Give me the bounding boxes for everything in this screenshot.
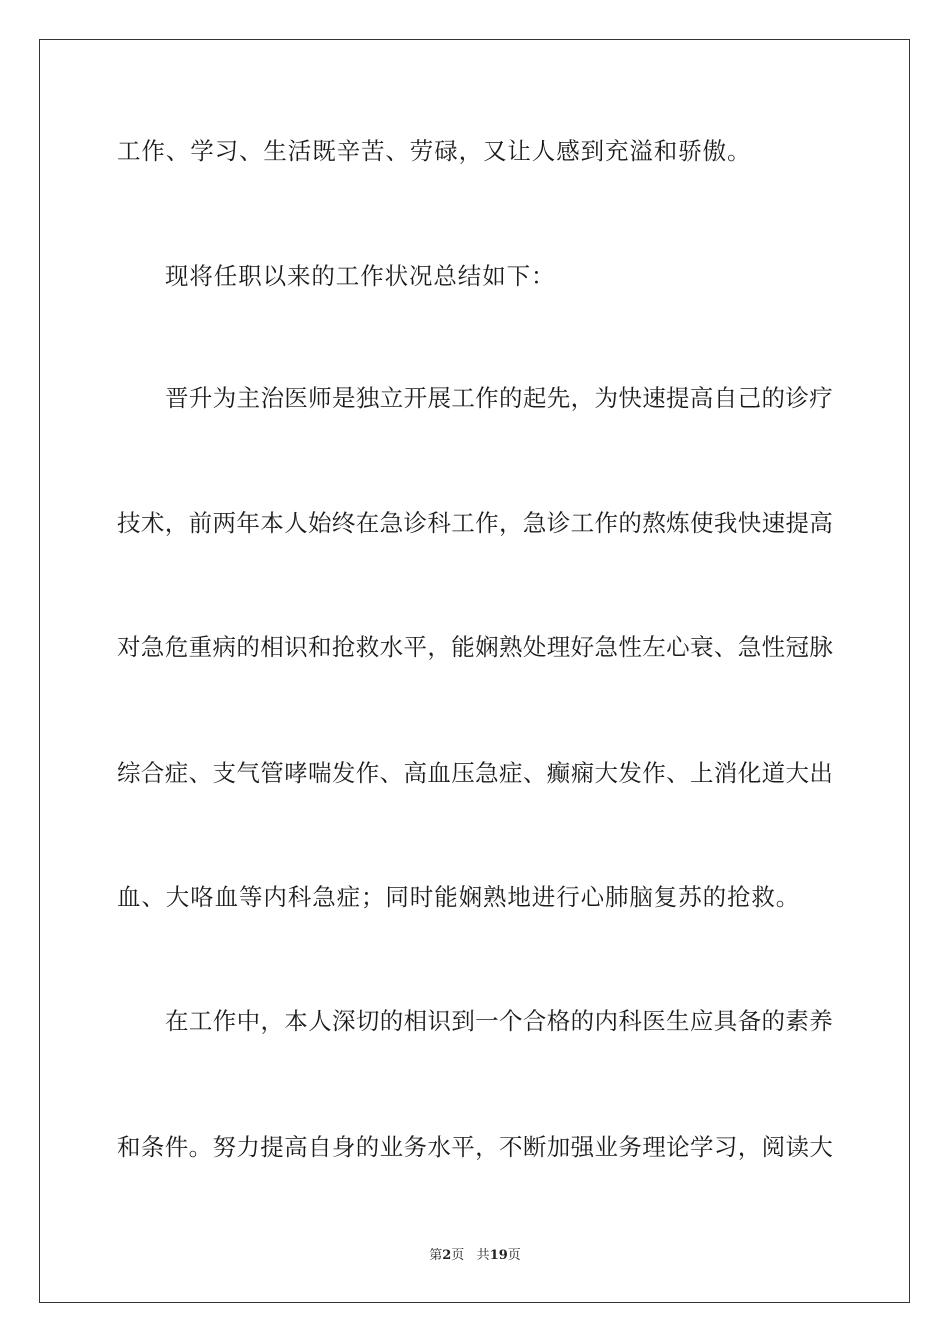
text-char: 提 xyxy=(666,384,690,412)
text-char: 痫 xyxy=(570,759,595,787)
text-char: 使 xyxy=(690,509,714,537)
text-char: 科 xyxy=(427,509,451,537)
text-char: ， xyxy=(570,384,595,412)
text-char: 高 xyxy=(403,759,427,787)
text-char: 冠 xyxy=(785,633,809,661)
text-char: 独 xyxy=(355,384,380,412)
text-char: 学 xyxy=(690,1133,714,1161)
text-char: 断 xyxy=(522,1133,547,1161)
text-char: 具 xyxy=(713,1007,738,1035)
text-char: 快 xyxy=(618,384,642,412)
text-char: 相 xyxy=(403,1007,428,1035)
text-char: 本 xyxy=(284,1007,308,1035)
text-char: 高 xyxy=(284,1133,308,1161)
text-char: 的 xyxy=(618,509,642,537)
text-char: 熟 xyxy=(499,633,523,661)
text-char: 危 xyxy=(164,633,189,661)
text-char: 加 xyxy=(546,1133,571,1161)
text-char: 业 xyxy=(379,1133,404,1161)
text-char: 内 xyxy=(594,1007,618,1035)
text-char: 格 xyxy=(546,1007,571,1035)
text-char: 、 xyxy=(379,759,404,787)
text-char: 工 xyxy=(188,1007,213,1035)
text-char: 阅 xyxy=(761,1133,786,1161)
text-char: 终 xyxy=(331,509,356,537)
text-char: 为 xyxy=(594,384,618,412)
text-char: 努 xyxy=(212,1133,236,1161)
text-char: 备 xyxy=(737,1007,762,1035)
text-line-3 xyxy=(165,382,833,414)
text-char: ， xyxy=(427,633,451,661)
text-char: 发 xyxy=(618,759,642,787)
text-char: 急 xyxy=(140,633,165,661)
text-char: 诊 xyxy=(785,384,809,412)
text-char: 识 xyxy=(427,1007,451,1035)
text-char: 急 xyxy=(475,759,499,787)
text-char: 读 xyxy=(785,1133,809,1161)
text-char: 作 xyxy=(355,759,380,787)
text-char: 工 xyxy=(451,509,475,537)
text-char: 科 xyxy=(618,1007,642,1035)
text-char: 晋 xyxy=(165,384,189,412)
text-char: 务 xyxy=(403,1133,427,1161)
text-char: 急 xyxy=(379,509,404,537)
text-char: 术 xyxy=(140,509,165,537)
text-char: 急 xyxy=(522,509,547,537)
text-char: 的 xyxy=(761,384,785,412)
text-char: 急 xyxy=(737,633,762,661)
text-char: 一 xyxy=(475,1007,499,1035)
text-line-4 xyxy=(117,507,833,539)
page-number: 2 xyxy=(442,1248,452,1263)
text-char: 脉 xyxy=(809,633,833,661)
text-line-1: 工作、学习、生活既辛苦、劳碌，又让人感到充溢和骄傲。 xyxy=(117,137,752,165)
text-char: 我 xyxy=(713,509,738,537)
text-char: 快 xyxy=(737,509,762,537)
text-char: 自 xyxy=(713,384,738,412)
text-char: 救 xyxy=(355,633,380,661)
page-footer xyxy=(0,1247,950,1265)
text-line-8 xyxy=(165,1005,833,1037)
text-char: 升 xyxy=(188,384,213,412)
text-char: 始 xyxy=(308,509,332,537)
text-char: ， xyxy=(737,1133,762,1161)
text-char: 合 xyxy=(522,1007,547,1035)
text-char: 衰 xyxy=(690,633,714,661)
page-suffix: 页 xyxy=(451,1248,465,1263)
text-char: 平 xyxy=(403,633,427,661)
text-char: 先 xyxy=(546,384,571,412)
text-char: 两 xyxy=(212,509,236,537)
text-char: 到 xyxy=(451,1007,475,1035)
text-char: 的 xyxy=(570,1007,595,1035)
text-char: 应 xyxy=(689,1007,714,1035)
text-char: 哮 xyxy=(284,759,308,787)
text-char: 速 xyxy=(761,509,786,537)
text-char: 重 xyxy=(188,633,213,661)
text-char: 年 xyxy=(236,509,260,537)
text-char: 消 xyxy=(713,759,738,787)
text-char: 发 xyxy=(331,759,356,787)
text-char: 不 xyxy=(499,1133,523,1161)
text-char: 诊 xyxy=(546,509,571,537)
text-char: 强 xyxy=(570,1133,595,1161)
text-char: 理 xyxy=(546,633,571,661)
text-char: 急 xyxy=(594,633,618,661)
text-char: 、 xyxy=(713,633,738,661)
text-line-2: 现将任职以来的工作状况总结如下： xyxy=(165,262,556,290)
text-char: 件 xyxy=(164,1133,189,1161)
text-line-9 xyxy=(117,1131,833,1163)
text-char: 平 xyxy=(451,1133,475,1161)
text-char: 在 xyxy=(165,1007,189,1035)
text-char: 作 xyxy=(475,384,499,412)
text-char: 大 xyxy=(809,1133,833,1161)
text-char: 己 xyxy=(737,384,762,412)
text-char: 的 xyxy=(761,1007,785,1035)
text-char: 症 xyxy=(499,759,523,787)
text-char: 对 xyxy=(117,633,141,661)
text-char: 大 xyxy=(594,759,618,787)
text-char: 相 xyxy=(260,633,284,661)
text-char: 喘 xyxy=(308,759,332,787)
text-char: ， xyxy=(164,509,189,537)
text-char: 提 xyxy=(260,1133,284,1161)
text-char: 和 xyxy=(117,1133,141,1161)
text-char: 作 xyxy=(642,759,666,787)
text-char: 业 xyxy=(594,1133,618,1161)
text-char: 深 xyxy=(332,1007,356,1035)
text-char: 中 xyxy=(236,1007,261,1035)
text-line-6 xyxy=(117,757,833,789)
text-char: 为 xyxy=(212,384,237,412)
text-char: 合 xyxy=(140,759,165,787)
text-char: 管 xyxy=(260,759,284,787)
text-char: 好 xyxy=(570,633,595,661)
text-char: 立 xyxy=(379,384,404,412)
text-char: 性 xyxy=(761,633,786,661)
text-char: 技 xyxy=(117,509,141,537)
total-prefix: 共 xyxy=(476,1248,490,1263)
text-char: 娴 xyxy=(475,633,499,661)
page-border xyxy=(39,39,910,1303)
text-char: 条 xyxy=(140,1133,165,1161)
text-line-5 xyxy=(117,631,833,663)
text-char: 是 xyxy=(332,384,356,412)
text-char: 医 xyxy=(284,384,308,412)
text-char: 气 xyxy=(236,759,260,787)
text-char: 症 xyxy=(164,759,189,787)
text-char: 人 xyxy=(284,509,308,537)
text-char: 压 xyxy=(451,759,475,787)
text-char: 务 xyxy=(618,1133,642,1161)
text-char: 生 xyxy=(666,1007,690,1035)
text-char: 疗 xyxy=(809,384,833,412)
text-char: 力 xyxy=(236,1133,260,1161)
text-char: 炼 xyxy=(666,509,690,537)
text-char: 高 xyxy=(689,384,714,412)
text-char: 医 xyxy=(642,1007,666,1035)
text-char: 切 xyxy=(355,1007,380,1035)
text-line-7: 血、大咯血等内科急症；同时能娴熟地进行心肺脑复苏的抢救。 xyxy=(117,883,801,911)
text-char: 展 xyxy=(427,384,451,412)
text-char: 支 xyxy=(212,759,236,787)
text-char: 识 xyxy=(284,633,308,661)
text-char: 化 xyxy=(737,759,762,787)
text-char: 速 xyxy=(642,384,666,412)
text-char: 主 xyxy=(236,384,261,412)
text-char: 大 xyxy=(785,759,809,787)
text-char: 作 xyxy=(212,1007,237,1035)
text-char: 熬 xyxy=(642,509,666,537)
text-char: 提 xyxy=(785,509,809,537)
text-char: 论 xyxy=(666,1133,690,1161)
text-char: 左 xyxy=(642,633,666,661)
text-char: 身 xyxy=(331,1133,356,1161)
text-char: 工 xyxy=(451,384,475,412)
text-char: 能 xyxy=(451,633,475,661)
text-char: 工 xyxy=(570,509,595,537)
text-char: 处 xyxy=(522,633,547,661)
text-char: 作 xyxy=(475,509,499,537)
text-char: 的 xyxy=(499,384,523,412)
text-char: 、 xyxy=(188,759,213,787)
text-char: 养 xyxy=(809,1007,833,1035)
text-char: 个 xyxy=(499,1007,523,1035)
text-char: ， xyxy=(260,1007,284,1035)
text-char: 水 xyxy=(379,633,404,661)
page-prefix: 第 xyxy=(429,1248,443,1263)
total-suffix: 页 xyxy=(507,1248,521,1263)
text-char: 诊 xyxy=(403,509,427,537)
text-char: 和 xyxy=(308,633,332,661)
text-char: 素 xyxy=(785,1007,809,1035)
text-char: 、 xyxy=(522,759,547,787)
text-char: 前 xyxy=(188,509,213,537)
text-char: 人 xyxy=(308,1007,332,1035)
text-char: 师 xyxy=(308,384,332,412)
text-char: 开 xyxy=(403,384,428,412)
text-char: 水 xyxy=(427,1133,451,1161)
text-char: 出 xyxy=(809,759,833,787)
text-char: 的 xyxy=(236,633,260,661)
text-char: 、 xyxy=(666,759,690,787)
text-char: ， xyxy=(475,1133,499,1161)
text-char: 高 xyxy=(809,509,833,537)
text-char: 综 xyxy=(117,759,141,787)
text-char: 本 xyxy=(260,509,284,537)
text-char: 性 xyxy=(618,633,642,661)
text-char: 心 xyxy=(666,633,690,661)
text-char: 血 xyxy=(427,759,451,787)
text-char: 上 xyxy=(690,759,714,787)
text-char: 起 xyxy=(522,384,547,412)
text-char: 病 xyxy=(212,633,236,661)
text-char: 在 xyxy=(355,509,380,537)
text-char: 的 xyxy=(355,1133,380,1161)
text-char: 。 xyxy=(188,1133,213,1161)
text-char: 作 xyxy=(594,509,618,537)
text-char: 的 xyxy=(379,1007,404,1035)
text-char: 道 xyxy=(761,759,786,787)
text-char: 抢 xyxy=(331,633,356,661)
text-char: 癫 xyxy=(546,759,571,787)
total-pages: 19 xyxy=(489,1248,508,1263)
text-char: 治 xyxy=(260,384,284,412)
text-char: 自 xyxy=(308,1133,332,1161)
text-char: ， xyxy=(499,509,523,537)
text-char: 习 xyxy=(713,1133,738,1161)
text-char: 理 xyxy=(642,1133,666,1161)
